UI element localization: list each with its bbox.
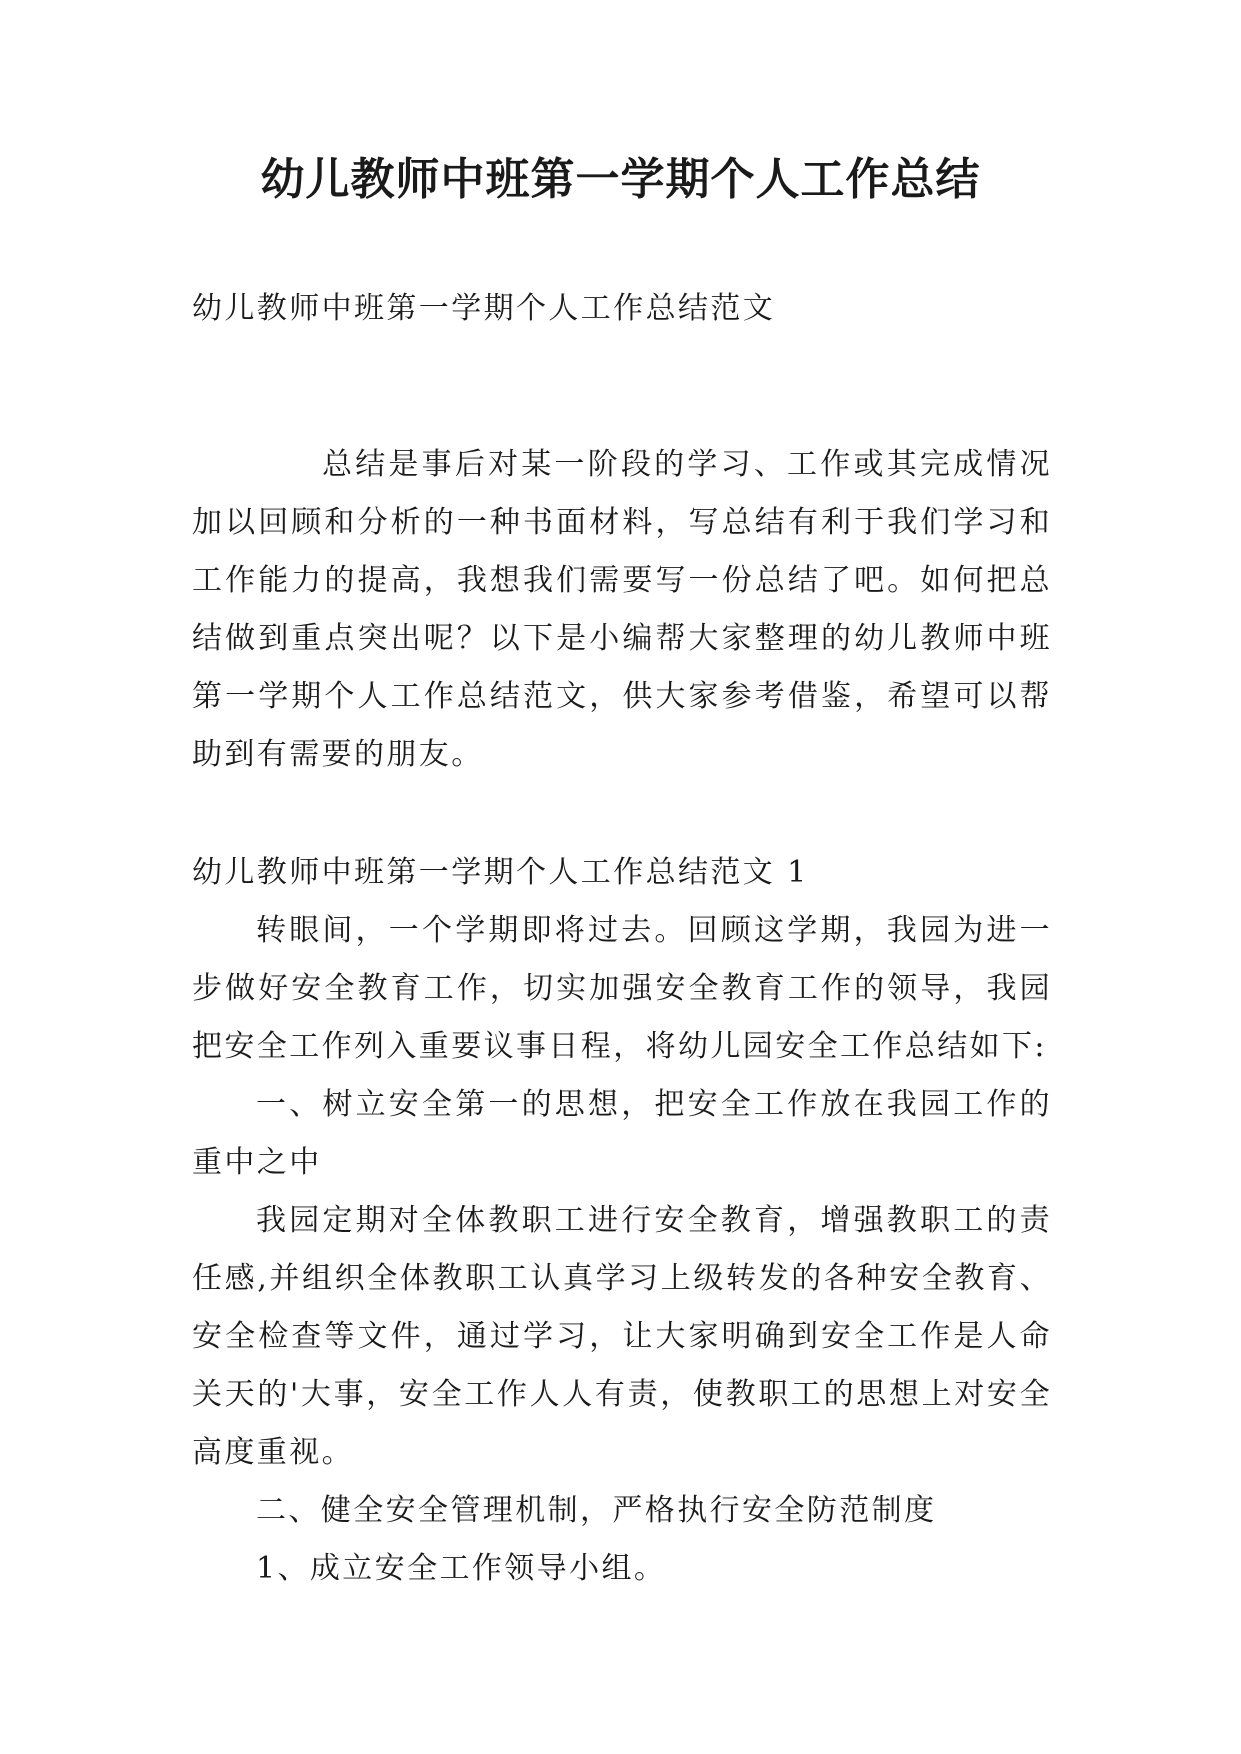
section-heading-1: 一、树立安全第一的思想，把安全工作放在我园工作的重中之中 bbox=[192, 1087, 1052, 1180]
section-heading-2: 二、健全安全管理机制，严格执行安全防范制度 bbox=[256, 1493, 937, 1528]
spacer bbox=[192, 784, 1052, 844]
document-subtitle: 幼儿教师中班第一学期个人工作总结范文 bbox=[192, 291, 776, 326]
body-paragraph: 转眼间，一个学期即将过去。回顾这学期，我园为进一步做好安全教育工作，切实加强安全教育工作的领导，我园把安全工作列入重要议事日程，将幼儿园安全工作总结如下: bbox=[192, 913, 1052, 1064]
document-title: 幼儿教师中班第一学期个人工作总结 bbox=[260, 154, 981, 205]
section-heading: 幼儿教师中班第一学期个人工作总结范文 1 bbox=[192, 855, 809, 890]
intro-paragraph: 总结是事后对某一阶段的学习、工作或其完成情况加以回顾和分析的一种书面材料，写总结有利于我们学习和工作能力的提高，我想我们需要写一份总结了吧。如何把总结做到重点突出呢？以下是小编帮大家整理的幼儿教师中班第一学期个人工作总结范文，供大家参考借鉴，希望可以帮助到有需要的朋友。 bbox=[192, 447, 1052, 772]
list-item: 1、成立安全工作领导小组。 bbox=[256, 1551, 667, 1586]
spacer bbox=[192, 338, 1052, 436]
document-body bbox=[192, 280, 1052, 1598]
body-paragraph: 我园定期对全体教职工进行安全教育，增强教职工的责任感,并组织全体教职工认真学习上级转发的各种安全教育、安全检查等文件，通过学习，让大家明确到安全工作是人命关天的'大事，安全工作人人有责，使教职工的思想上对安全高度重视。 bbox=[192, 1203, 1052, 1470]
